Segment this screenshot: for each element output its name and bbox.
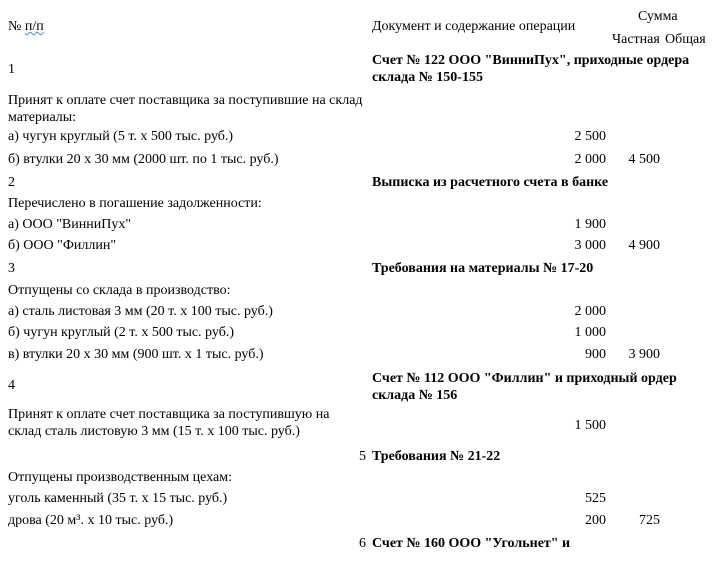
line-item-text: уголь каменный (35 т. х 15 тыс. руб.) [8, 491, 228, 506]
op-number: 2 [8, 175, 15, 190]
line-item-partial: 200 [585, 513, 606, 528]
op-document: Требования на материалы № 17-20 [372, 261, 594, 276]
line-item-partial: 2 500 [574, 129, 606, 144]
op-document: Счет № 160 ООО "Угольнет" и [372, 536, 571, 551]
line-item-text: дрова (20 м³. х 10 тыс. руб.) [8, 513, 174, 528]
op-number: 5 [359, 449, 366, 464]
header-sum: Сумма [638, 9, 678, 24]
op-number: 4 [8, 378, 15, 393]
line-item-total: 725 [639, 513, 660, 528]
header-document: Документ и содержание операции [372, 19, 576, 34]
op-document: Выписка из расчетного счета в банке [372, 175, 609, 190]
op-number: 6 [359, 536, 366, 551]
header-number [8, 18, 44, 35]
line-item-partial: 1 500 [574, 418, 606, 433]
header-partial: Частная [612, 32, 660, 47]
line-item-text: а) сталь листовая 3 мм (20 т. х 100 тыс. руб.) [8, 304, 273, 319]
line-item-text: б) ООО "Филлин" [8, 238, 117, 253]
line-item-partial: 2 000 [574, 152, 606, 167]
line-item-partial: 1 900 [574, 217, 606, 232]
op-description: Отпущены производственным цехам: [8, 470, 232, 485]
line-item-partial: 525 [585, 491, 606, 506]
op-number: 3 [8, 261, 15, 276]
line-item-partial: 2 000 [574, 304, 606, 319]
line-item-text: б) втулки 20 х 30 мм (2000 шт. по 1 тыс. руб.) [8, 152, 279, 167]
op-description: Отпущены со склада в производство: [8, 283, 231, 298]
line-item-text: в) втулки 20 х 30 мм (900 шт. х 1 тыс. руб.) [8, 347, 264, 362]
header-number-abbr: п/п [24, 19, 44, 34]
op-description: Перечислено в погашение задолженности: [8, 196, 262, 211]
op-number: 1 [8, 62, 15, 77]
op-document: Счет № 112 ООО "Филлин" и приходный ордер склада № 156 [372, 371, 677, 403]
header-number-prefix: № [8, 19, 25, 34]
line-item-partial: 3 000 [574, 238, 606, 253]
header-total: Общая [665, 32, 706, 47]
line-item-total: 3 900 [628, 347, 660, 362]
line-item-partial: 1 000 [574, 325, 606, 340]
op-document: Требования № 21-22 [372, 449, 501, 464]
line-item-total: 4 900 [628, 238, 660, 253]
line-item-text: а) ООО "ВинниПух" [8, 217, 132, 232]
op-description: Принят к оплате счет поставщика за поступившие на склад материалы: [8, 93, 363, 125]
op-document: Счет № 122 ООО "ВинниПух", приходные ордера склада № 150-155 [372, 53, 690, 85]
line-item-text: б) чугун круглый (2 т. х 500 тыс. руб.) [8, 325, 234, 340]
line-item-total: 4 500 [628, 152, 660, 167]
op-description: Принят к оплате счет поставщика за поступившую на склад сталь листовую 3 мм (15 т. х 100 тыс. руб.) [8, 407, 330, 439]
line-item-text: а) чугун круглый (5 т. х 500 тыс. руб.) [8, 129, 234, 144]
line-item-partial: 900 [585, 347, 606, 362]
